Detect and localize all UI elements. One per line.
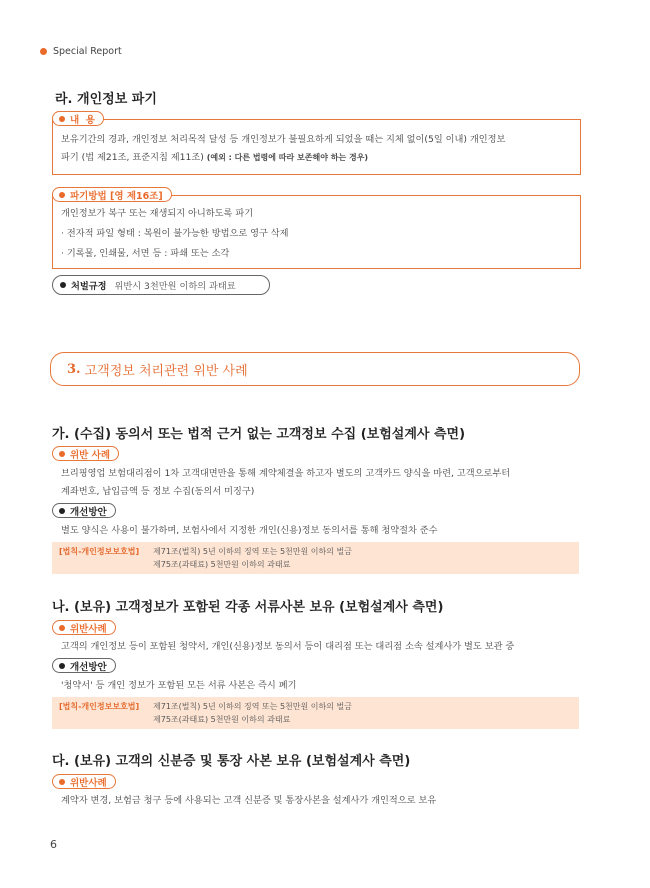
orange-dot-icon (59, 192, 65, 198)
report-header (40, 46, 122, 57)
case-a-penalty-2: 제75조(과태료) 5천만원 이하의 과태료 (153, 560, 291, 569)
section-ra-title: 라. 개인정보 파기 (55, 92, 157, 107)
case-a-violation-pill (52, 446, 119, 461)
case-a-improve-pill (52, 503, 116, 518)
header-label: Special Report (53, 46, 122, 57)
case-b-violation-label: 위반사례 (70, 623, 107, 635)
case-c-violation-label: 위반사례 (70, 777, 107, 789)
case-a-improve-text: 별도 양식은 사용이 불가하며, 보험사에서 지정한 개인(신용)정보 동의서를 통해 청약절차 준수 (61, 525, 438, 536)
case-b-improve-text: '청약서' 등 개인 정보가 포함된 모든 서류 사본은 즉시 폐기 (61, 680, 297, 691)
method-text-1: 개인정보가 복구 또는 재생되지 아니하도록 파기 (61, 208, 254, 219)
black-dot-icon (59, 663, 65, 669)
case-b-penalty-2: 제75조(과태료) 5천만원 이하의 과태료 (153, 715, 291, 724)
content-label: 내 용 (70, 114, 95, 126)
content-text-1: 보유기간의 경과, 개인정보 처리목적 달성 등 개인정보가 불필요하게 되었을 때는 지체 없이(5일 이내) 개인정보 (61, 134, 506, 145)
method-label: 파기방법 [영 제16조] (70, 190, 163, 202)
method-text-3: · 기록물, 인쇄물, 서면 등 : 파쇄 또는 소각 (61, 248, 230, 259)
orange-dot-icon (59, 625, 65, 631)
case-b-improve-label: 개선방안 (70, 661, 107, 673)
method-label-pill (52, 187, 172, 202)
content-text-2-row (61, 148, 368, 168)
black-dot-icon (60, 282, 66, 288)
content-note: (예외 : 다른 법령에 따라 보존해야 하는 경우) (206, 153, 369, 162)
case-b-penalty-1: 제71조(벌칙) 5년 이하의 징역 또는 5천만원 이하의 벌금 (153, 702, 352, 711)
case-a-penalty-1: 제71조(벌칙) 5년 이하의 징역 또는 5천만원 이하의 벌금 (153, 547, 352, 556)
case-a-violation-text-2: 계좌번호, 납입금액 등 정보 수집(동의서 미징구) (61, 486, 255, 497)
black-dot-icon (59, 508, 65, 514)
punish-text: 위반시 3천만원 이하의 과태료 (114, 281, 236, 292)
case-a-violation-label: 위반 사례 (70, 449, 111, 461)
case-b-title: 나. (보유) 고객정보가 포함된 각종 서류사본 보유 (보험설계사 측면) (52, 600, 444, 615)
case-b-penalty-title: [법칙-개인정보보호법] (59, 702, 140, 711)
section-3-title: 고객정보 처리관련 위반 사례 (84, 363, 248, 379)
case-c-violation-text-1: 계약자 변경, 보험금 청구 등에 사용되는 고객 신분증 및 통장사본을 설계사가 개인적으로 보유 (61, 795, 437, 806)
case-a-penalty-box (52, 542, 579, 574)
page-number: 6 (50, 838, 57, 851)
case-a-penalty-title: [법칙-개인정보보호법] (59, 547, 140, 556)
content-label-pill (52, 111, 104, 126)
orange-dot-icon (59, 451, 65, 457)
punish-pill (52, 275, 270, 295)
case-b-violation-pill (52, 620, 116, 635)
bullet-dot-icon (40, 48, 47, 55)
case-a-title: 가. (수집) 동의서 또는 법적 근거 없는 고객정보 수집 (보험설계사 측면) (52, 427, 466, 442)
case-c-title: 다. (보유) 고객의 신분증 및 통장 사본 보유 (보험설계사 측면) (52, 754, 411, 769)
punish-label: 처벌규정 (71, 281, 107, 292)
case-a-violation-text-1: 브리핑영업 보험대리점이 1차 고객대면만을 통해 계약체결을 하고자 별도의 고객카드 양식을 마련, 고객으로부터 (61, 468, 511, 479)
case-b-violation-text-1: 고객의 개인정보 등이 포함된 청약서, 개인(신용)정보 동의서 등이 대리점 또는 대리점 소속 설계사가 별도 보관 중 (61, 641, 515, 652)
case-a-improve-label: 개선방안 (70, 506, 107, 518)
orange-dot-icon (59, 116, 65, 122)
case-b-penalty-box (52, 697, 579, 729)
case-c-violation-pill (52, 774, 116, 789)
section-3-number: 3. (67, 361, 81, 377)
method-text-2: · 전자적 파일 형태 : 복원이 불가능한 방법으로 영구 삭제 (61, 228, 289, 239)
content-text-2: 파기 (법 제21조, 표준지침 제11조) (61, 152, 204, 163)
section-3-banner (50, 352, 580, 386)
case-b-improve-pill (52, 658, 116, 673)
orange-dot-icon (59, 779, 65, 785)
